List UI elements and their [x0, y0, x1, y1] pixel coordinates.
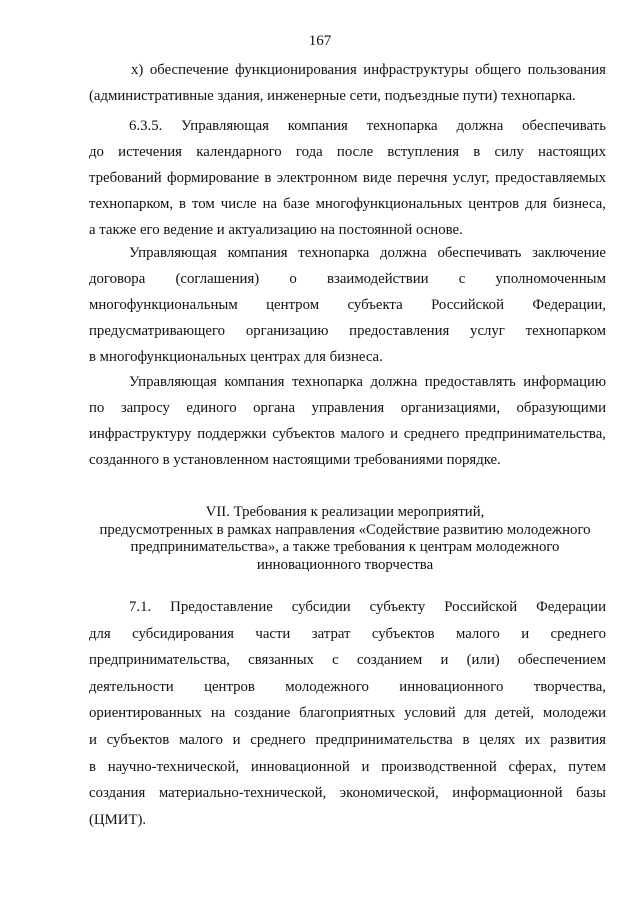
text-line: в научно-технической, инновационной и производственной сферах, путем	[89, 758, 606, 775]
text-line: 6.3.5. Управляющая компания технопарка должна обеспечивать	[129, 118, 606, 134]
heading-line: инновационного творчества	[256, 556, 434, 573]
text-line: до истечения календарного года после вступления в силу настоящих	[89, 144, 606, 161]
section-heading	[80, 504, 610, 574]
text-line: инфраструктуру поддержки субъектов малого и среднего предпринимательства,	[89, 426, 606, 443]
text-line: создания материально-технической, экономической, информационной базы	[89, 785, 606, 802]
text-line: Управляющая компания технопарка должна предоставлять информацию	[129, 374, 606, 390]
text-line: многофункциональным центром субъекта Российской Федерации,	[89, 297, 606, 314]
heading-line: предпринимательства», а также требования к центрам молодежного	[130, 539, 560, 555]
text-line: (административные здания, инженерные сети, подъездные пути) технопарка.	[89, 88, 576, 105]
text-line: созданного в установленном настоящими требованиями порядке.	[89, 452, 501, 469]
text-line: технопарком, в том числе на базе многофункциональных центров для бизнеса,	[89, 196, 606, 213]
paragraph-information	[89, 369, 606, 473]
text-line: деятельности центров молодежного инновационного творчества,	[89, 678, 606, 695]
paragraph-7-1	[89, 594, 606, 833]
text-line: и субъектов малого и среднего предпринимательства в целях их развития	[89, 731, 606, 748]
text-line: для субсидирования части затрат субъектов малого и среднего	[89, 625, 606, 642]
text-line: а также его ведение и актуализацию на постоянной основе.	[89, 222, 463, 239]
heading-line: предусмотренных в рамках направления «Содействие развитию молодежного	[99, 521, 591, 538]
text-line: в многофункциональных центрах для бизнеса.	[89, 349, 383, 366]
text-line: х) обеспечение функционирования инфраструктуры общего пользования	[131, 62, 606, 78]
text-line: по запросу единого органа управления организациями, образующими	[89, 400, 606, 417]
heading-line: VII. Требования к реализации мероприятий,	[205, 504, 485, 520]
text-line: предусматривающего организацию предоставления услуг технопарком	[89, 323, 606, 340]
page-number: 167	[308, 33, 332, 49]
paragraph-6-3-5	[89, 113, 606, 243]
text-line: (ЦМИТ).	[89, 811, 147, 828]
text-line: Управляющая компания технопарка должна обеспечивать заключение	[129, 245, 606, 261]
text-line: требований формирование в электронном виде перечня услуг, предоставляемых	[89, 170, 606, 187]
text-line: предпринимательства, связанных с созданием и (или) обеспечением	[89, 652, 606, 669]
text-line: ориентированных на создание благоприятных условий для детей, молодежи	[89, 705, 606, 722]
text-line: договора (соглашения) о взаимодействии с уполномоченным	[89, 271, 606, 288]
paragraph-item-x	[89, 57, 606, 109]
paragraph-mfc-agreement	[89, 240, 606, 370]
text-line: 7.1. Предоставление субсидии субъекту Российской Федерации	[129, 599, 606, 615]
